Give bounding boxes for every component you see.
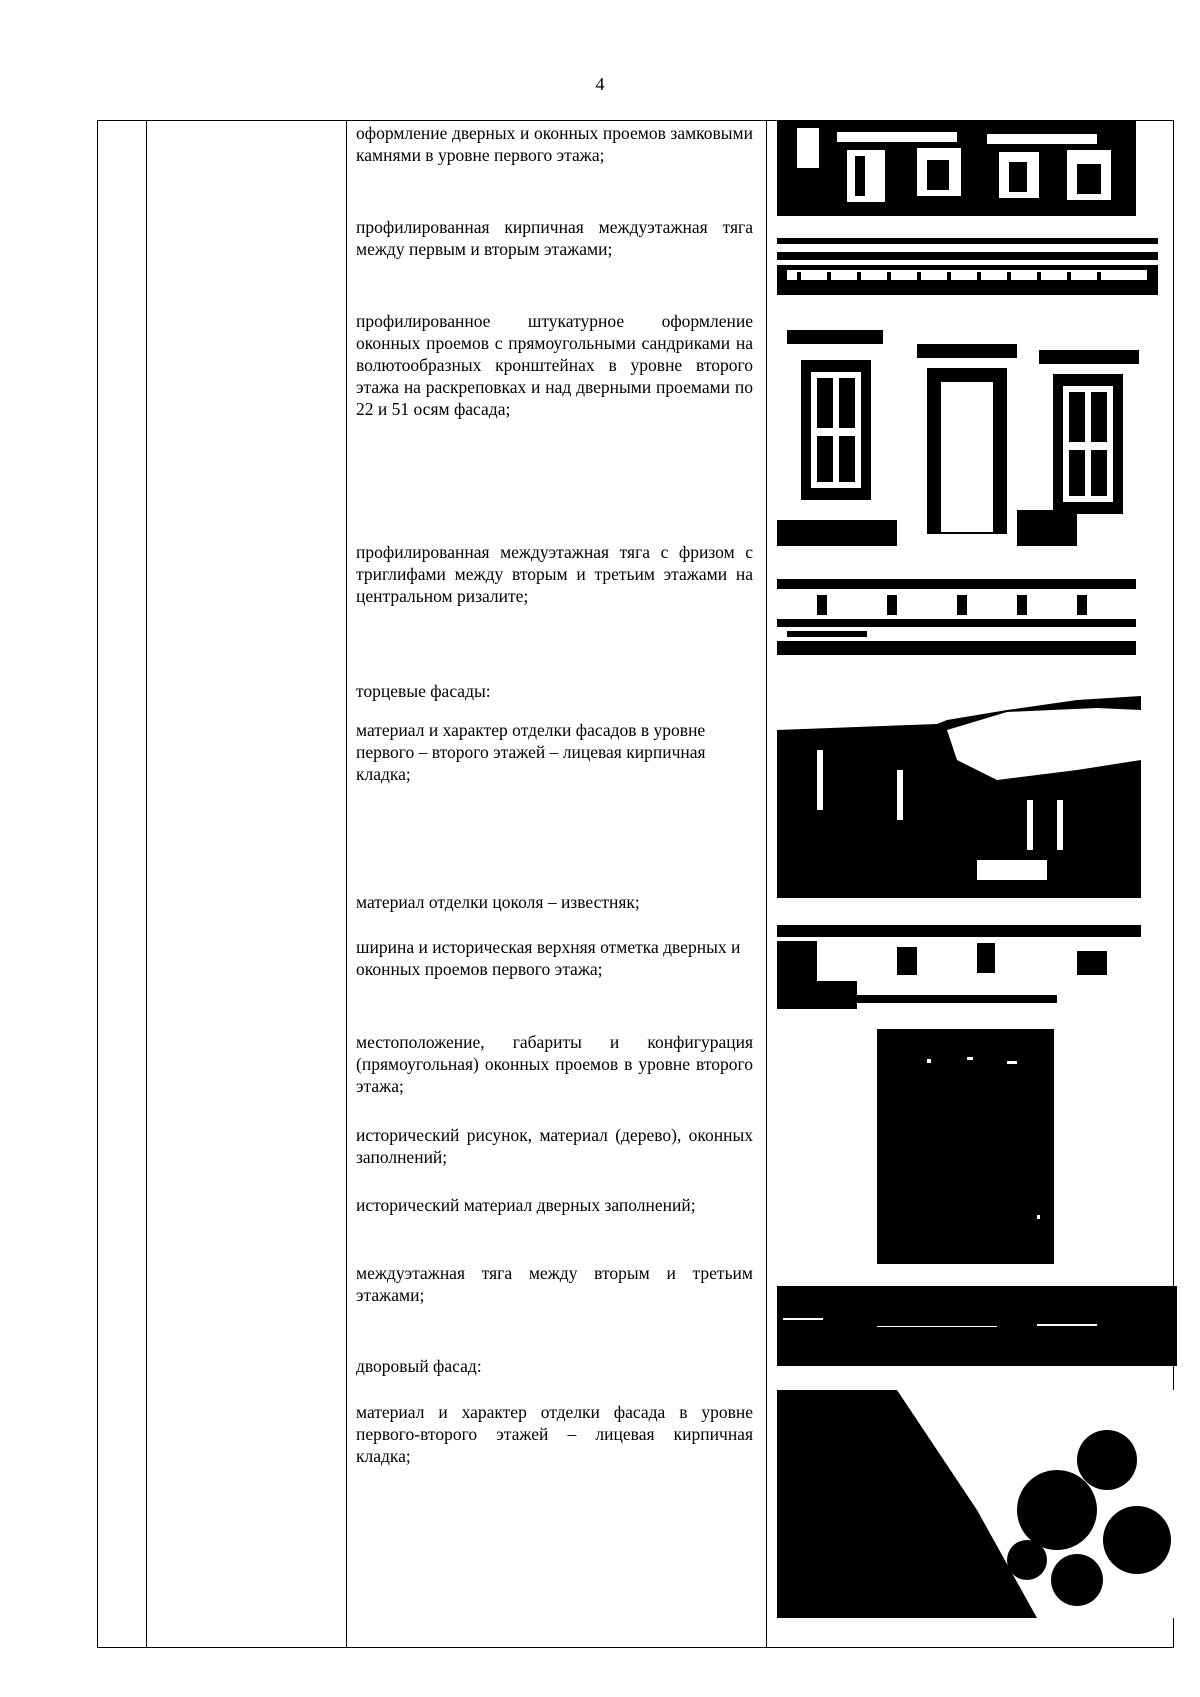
list-item: материал отделки цоколя – известняк; [356,892,640,912]
facade-photo-plinth-openings [777,921,1141,1009]
list-item: материал и характер отделки фасада в уровне первого-второго этажей – лицевая кирпичная кладка; [356,1402,753,1466]
list-item: ширина и историческая верхняя отметка дверных и оконных проемов первого этажа; [356,937,741,979]
list-item: исторический рисунок, материал (дерево), оконных заполнений; [356,1125,753,1167]
list-item: дворовый фасад: [356,1356,482,1376]
facade-photo-window-surrounds [777,320,1148,546]
facade-photo-keystones [777,120,1136,216]
list-item: материал и характер отделки фасадов в уровне первого – второго этажей – лицевая кирпичная кладка; [356,720,706,784]
list-item: профилированная междуэтажная тяга с фризом с триглифами между вторым и третьим этажами на центральном ризалите; [356,542,753,606]
list-item: торцевые фасады: [356,681,491,701]
table-column-divider [146,120,147,1648]
table-column-divider [766,120,767,1648]
list-item: местоположение, габариты и конфигурация (прямоугольная) оконных проемов в уровне второго этажа; [356,1032,753,1096]
list-item: исторический материал дверных заполнений; [356,1195,696,1215]
list-item: профилированное штукатурное оформление оконных проемов с прямоугольными сандриками на волютообразных кронштейнах в уровне второго этажа на раскреповках и над дверными проемами по 22 и 51 осям фасада; [356,311,753,419]
facade-photo-courtyard [777,1390,1177,1618]
list-item: оформление дверных и оконных проемов замковыми камнями в уровне первого этажа; [356,123,753,165]
facade-photo-triglyph-frieze [777,575,1136,667]
table-column-divider [346,120,347,1648]
list-item: профилированная кирпичная междуэтажная тяга между первым и вторым этажами; [356,217,753,259]
facade-photo-end-facade [777,690,1141,898]
facade-photo-string-course [777,1286,1177,1366]
facade-photo-second-floor-windows [877,1029,1054,1264]
page-number: 4 [595,74,605,94]
facade-photo-cornice-1 [777,238,1158,295]
list-item: междуэтажная тяга между вторым и третьим этажами; [356,1263,753,1305]
